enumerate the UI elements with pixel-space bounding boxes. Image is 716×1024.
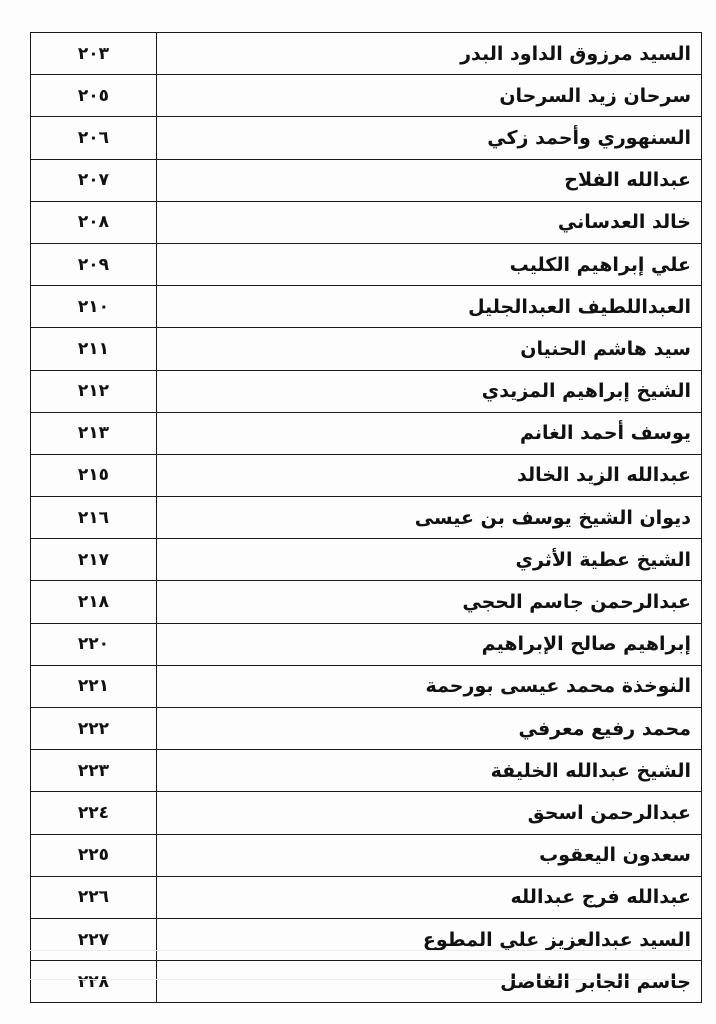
table-row bbox=[31, 876, 702, 918]
entry-page-number: ٢٢٨ bbox=[31, 961, 157, 1003]
entry-name: عبدالرحمن اسحق bbox=[157, 792, 702, 834]
entry-name: عبدالله الزيد الخالد bbox=[157, 454, 702, 496]
entry-name: العبداللطيف العبدالجليل bbox=[157, 286, 702, 328]
table-row bbox=[31, 581, 702, 623]
entry-page-number: ٢١٢ bbox=[31, 370, 157, 412]
entry-name: السيد مرزوق الداود البدر bbox=[157, 33, 702, 75]
entry-name: علي إبراهيم الكليب bbox=[157, 243, 702, 285]
entry-page-number: ٢٢٦ bbox=[31, 876, 157, 918]
table-row bbox=[31, 243, 702, 285]
entry-name: سعدون اليعقوب bbox=[157, 834, 702, 876]
entry-name: عبدالله الفلاح bbox=[157, 159, 702, 201]
entry-name: خالد العدساني bbox=[157, 201, 702, 243]
table-row bbox=[31, 497, 702, 539]
entry-page-number: ٢٢٧ bbox=[31, 918, 157, 960]
table-row bbox=[31, 117, 702, 159]
table-row bbox=[31, 33, 702, 75]
entry-name: محمد رفيع معرفي bbox=[157, 708, 702, 750]
bleed-line bbox=[30, 951, 691, 980]
table-row bbox=[31, 412, 702, 454]
entry-name: يوسف أحمد الغانم bbox=[157, 412, 702, 454]
index-table bbox=[30, 32, 702, 1003]
table-row bbox=[31, 201, 702, 243]
entry-name: سيد هاشم الحنيان bbox=[157, 328, 702, 370]
bleed-through-lines bbox=[30, 950, 691, 1011]
entry-page-number: ٢٠٦ bbox=[31, 117, 157, 159]
entry-page-number: ٢٢٠ bbox=[31, 623, 157, 665]
entry-name: ديوان الشيخ يوسف بن عيسى bbox=[157, 497, 702, 539]
entry-page-number: ٢٢٢ bbox=[31, 708, 157, 750]
entry-page-number: ٢٢٥ bbox=[31, 834, 157, 876]
entry-page-number: ٢٢٣ bbox=[31, 750, 157, 792]
entry-name: جاسم الجابر الفاضل bbox=[157, 961, 702, 1003]
entry-page-number: ٢٠٩ bbox=[31, 243, 157, 285]
table-row bbox=[31, 75, 702, 117]
entry-page-number: ٢١٠ bbox=[31, 286, 157, 328]
entry-name: عبدالرحمن جاسم الحجي bbox=[157, 581, 702, 623]
entry-page-number: ٢٠٣ bbox=[31, 33, 157, 75]
entry-name: سرحان زيد السرحان bbox=[157, 75, 702, 117]
entry-name: إبراهيم صالح الإبراهيم bbox=[157, 623, 702, 665]
entry-name: عبدالله فرج عبدالله bbox=[157, 876, 702, 918]
table-row bbox=[31, 159, 702, 201]
table-row bbox=[31, 750, 702, 792]
entry-page-number: ٢١٦ bbox=[31, 497, 157, 539]
entry-name: النوخذة محمد عيسى بورحمة bbox=[157, 665, 702, 707]
entry-page-number: ٢١١ bbox=[31, 328, 157, 370]
table-row bbox=[31, 328, 702, 370]
table-row bbox=[31, 623, 702, 665]
entry-page-number: ٢٢١ bbox=[31, 665, 157, 707]
entry-name: السنهوري وأحمد زكي bbox=[157, 117, 702, 159]
table-row bbox=[31, 370, 702, 412]
entry-page-number: ٢١٧ bbox=[31, 539, 157, 581]
table-row bbox=[31, 834, 702, 876]
entry-name: الشيخ إبراهيم المزيدي bbox=[157, 370, 702, 412]
table-row bbox=[31, 539, 702, 581]
entry-page-number: ٢٠٨ bbox=[31, 201, 157, 243]
table-row bbox=[31, 792, 702, 834]
table-row bbox=[31, 665, 702, 707]
entry-page-number: ٢١٨ bbox=[31, 581, 157, 623]
entry-page-number: ٢٠٥ bbox=[31, 75, 157, 117]
entry-name: السيد عبدالعزيز علي المطوع bbox=[157, 918, 702, 960]
table-row bbox=[31, 286, 702, 328]
entry-name: الشيخ عبدالله الخليفة bbox=[157, 750, 702, 792]
entry-page-number: ٢١٣ bbox=[31, 412, 157, 454]
table-row bbox=[31, 708, 702, 750]
table-row bbox=[31, 454, 702, 496]
index-table-body bbox=[31, 33, 702, 1003]
entry-page-number: ٢٠٧ bbox=[31, 159, 157, 201]
entry-name: الشيخ عطية الأثري bbox=[157, 539, 702, 581]
entry-page-number: ٢١٥ bbox=[31, 454, 157, 496]
entry-page-number: ٢٢٤ bbox=[31, 792, 157, 834]
